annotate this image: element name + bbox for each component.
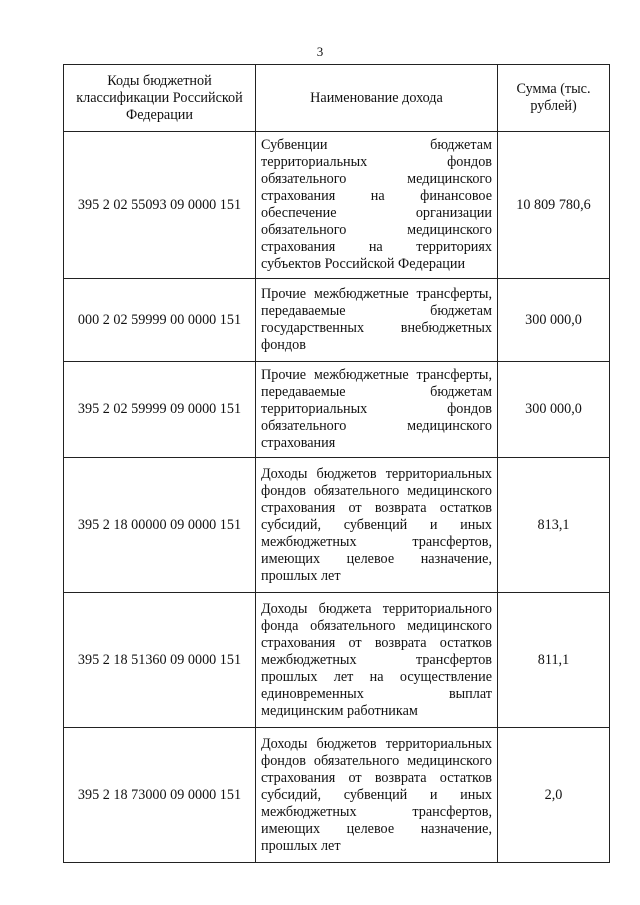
table-row: [64, 593, 610, 728]
table-row: [64, 728, 610, 863]
row-sum: 300 000,0: [498, 279, 610, 362]
row-code: 395 2 18 73000 09 0000 151: [64, 728, 256, 863]
row-code: 395 2 02 55093 09 0000 151: [64, 132, 256, 279]
row-name: Субвенции бюджетам территориальных фондов обязательного медицинского страхования на финансовое обеспечение организации обязательного медицинского страхования на территориях субъектов Российской Федерации: [256, 132, 498, 279]
table-header-row: [64, 65, 610, 132]
header-sum: Сумма (тыс. рублей): [498, 65, 610, 132]
row-sum: 813,1: [498, 458, 610, 593]
row-sum: 10 809 780,6: [498, 132, 610, 279]
row-sum: 811,1: [498, 593, 610, 728]
table-row: [64, 362, 610, 458]
row-name: Прочие межбюджетные трансферты, передаваемые бюджетам территориальных фондов обязательного медицинского страхования: [256, 362, 498, 458]
header-name: Наименование дохода: [256, 65, 498, 132]
row-sum: 300 000,0: [498, 362, 610, 458]
row-name: Доходы бюджетов территориальных фондов обязательного медицинского страхования от возврата остатков субсидий, субвенций и иных межбюджетных трансфертов, имеющих целевое назначение, прошлых лет: [256, 728, 498, 863]
table-row: [64, 458, 610, 593]
table-row: [64, 279, 610, 362]
page-number: 3: [316, 44, 324, 59]
row-sum: 2,0: [498, 728, 610, 863]
income-table: [63, 64, 610, 863]
row-code: 000 2 02 59999 00 0000 151: [64, 279, 256, 362]
header-code: Коды бюджетной классификации Российской Федерации: [64, 65, 256, 132]
row-code: 395 2 18 00000 09 0000 151: [64, 458, 256, 593]
row-name: Прочие межбюджетные трансферты, передаваемые бюджетам государственных внебюджетных фондов: [256, 279, 498, 362]
row-code: 395 2 18 51360 09 0000 151: [64, 593, 256, 728]
row-name: Доходы бюджетов территориальных фондов обязательного медицинского страхования от возврата остатков субсидий, субвенций и иных межбюджетных трансфертов, имеющих целевое назначение, прошлых лет: [256, 458, 498, 593]
table-row: [64, 132, 610, 279]
row-name: Доходы бюджета территориального фонда обязательного медицинского страхования от возврата остатков межбюджетных трансфертов прошлых лет на осуществление единовременных выплат медицинским работникам: [256, 593, 498, 728]
row-code: 395 2 02 59999 09 0000 151: [64, 362, 256, 458]
